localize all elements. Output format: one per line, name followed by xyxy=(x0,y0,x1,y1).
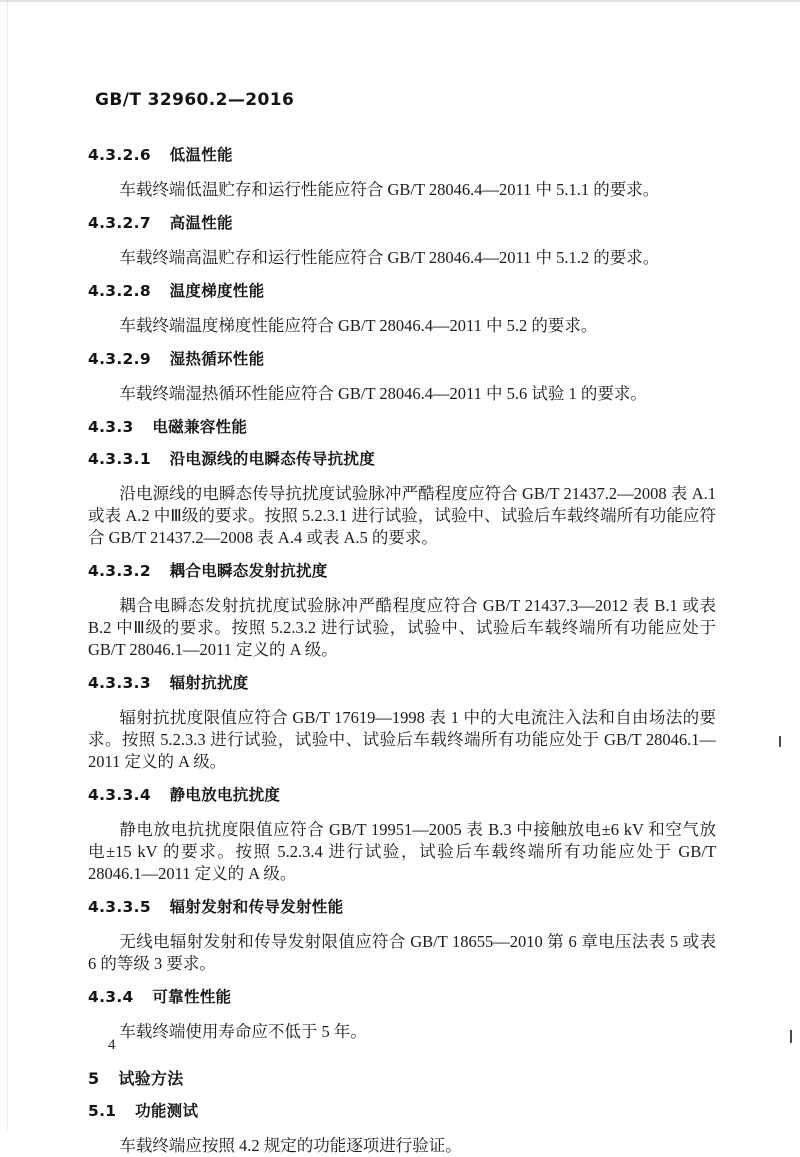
section-title: 辐射抗扰度 xyxy=(169,674,249,692)
section xyxy=(88,987,716,1043)
section-title: 湿热循环性能 xyxy=(169,350,265,368)
section xyxy=(88,1101,716,1157)
section-number: 4.3.2.9 xyxy=(88,350,151,368)
paragraph: 耦合电瞬态发射抗扰度试验脉冲严酷程度应符合 GB/T 21437.3—2012 表 B.1 或表 B.2 中Ⅲ级的要求。按照 5.2.3.2 进行试验，试验中、试验后车载终端所有功能应处于 GB/T 28046.1—2011 定义的 A 级。 xyxy=(88,596,716,659)
section xyxy=(88,349,716,405)
section-heading xyxy=(88,449,716,469)
section-heading xyxy=(88,1069,716,1089)
section-heading xyxy=(88,349,716,369)
section-heading xyxy=(88,145,716,165)
section-title: 温度梯度性能 xyxy=(169,282,265,300)
section-heading xyxy=(88,561,716,581)
document-body xyxy=(88,130,716,1157)
section xyxy=(88,561,716,661)
section-number: 4.3.2.7 xyxy=(88,214,151,232)
section-number: 4.3.3 xyxy=(88,418,134,436)
section-heading xyxy=(88,897,716,917)
section xyxy=(88,785,716,885)
section-title: 辐射发射和传导发射性能 xyxy=(169,898,344,916)
section xyxy=(88,213,716,269)
section xyxy=(88,145,716,201)
section-number: 4.3.3.1 xyxy=(88,450,151,468)
paragraph: 车载终端使用寿命应不低于 5 年。 xyxy=(119,1022,367,1041)
section-title: 静电放电抗扰度 xyxy=(169,786,281,804)
section-title: 高温性能 xyxy=(169,214,233,232)
section xyxy=(88,1069,716,1089)
section-heading xyxy=(88,785,716,805)
section xyxy=(88,449,716,549)
section-number: 4.3.3.4 xyxy=(88,786,151,804)
scan-artifact-right xyxy=(779,736,781,747)
section-number: 4.3.3.3 xyxy=(88,674,151,692)
section-heading xyxy=(88,673,716,693)
section xyxy=(88,673,716,773)
section-number: 4.3.3.2 xyxy=(88,562,151,580)
section xyxy=(88,281,716,337)
section-title: 耦合电瞬态发射抗扰度 xyxy=(169,562,328,580)
section-number: 5.1 xyxy=(88,1102,117,1120)
paragraph: 辐射抗扰度限值应符合 GB/T 17619—1998 表 1 中的大电流注入法和自由场法的要求。按照 5.2.3.3 进行试验，试验中、试验后车载终端所有功能应处于 GB/T 28046.1—2011 定义的 A 级。 xyxy=(88,708,716,771)
section-number: 4.3.3.5 xyxy=(88,898,151,916)
scan-edge-top xyxy=(0,0,800,2)
section-number: 5 xyxy=(88,1069,100,1088)
paragraph: 静电放电抗扰度限值应符合 GB/T 19951—2005 表 B.3 中接触放电±6 kV 和空气放电±15 kV 的要求。按照 5.2.3.4 进行试验，试验后车载终端所有功能应处于 GB/T 28046.1—2011 定义的 A 级。 xyxy=(88,820,716,883)
paragraph: 车载终端湿热循环性能应符合 GB/T 28046.4—2011 中 5.6 试验 1 的要求。 xyxy=(119,384,647,403)
paragraph: 沿电源线的电瞬态传导抗扰度试验脉冲严酷程度应符合 GB/T 21437.2—2008 表 A.1 或表 A.2 中Ⅲ级的要求。按照 5.2.3.1 进行试验，试验中、试验后车载终端所有功能应符合 GB/T 21437.2—2008 表 A.4 或表 A.5 的要求。 xyxy=(88,484,716,547)
paragraph: 无线电辐射发射和传导发射限值应符合 GB/T 18655—2010 第 6 章电压法表 5 或表 6 的等级 3 要求。 xyxy=(88,932,716,973)
section-heading xyxy=(88,987,716,1007)
section xyxy=(88,897,716,975)
section xyxy=(88,417,716,437)
paragraph: 车载终端应按照 4.2 规定的功能逐项进行验证。 xyxy=(119,1136,462,1155)
section-heading xyxy=(88,213,716,233)
paragraph: 车载终端温度梯度性能应符合 GB/T 28046.4—2011 中 5.2 的要求。 xyxy=(119,316,598,335)
standard-number-header: GB/T 32960.2—2016 xyxy=(95,90,295,110)
section-title: 电磁兼容性能 xyxy=(152,418,248,436)
section-heading xyxy=(88,417,716,437)
scan-artifact-bottom-right xyxy=(790,1030,792,1043)
paragraph: 车载终端低温贮存和运行性能应符合 GB/T 28046.4—2011 中 5.1.1 的要求。 xyxy=(119,180,660,199)
section-number: 4.3.2.6 xyxy=(88,146,151,164)
section-title: 沿电源线的电瞬态传导抗扰度 xyxy=(169,450,376,468)
section-title: 低温性能 xyxy=(169,146,233,164)
section-heading xyxy=(88,1101,716,1121)
section-title: 功能测试 xyxy=(135,1102,199,1120)
section-heading xyxy=(88,281,716,301)
page-number: 4 xyxy=(108,1037,116,1053)
section-title: 可靠性性能 xyxy=(152,988,232,1006)
paragraph: 车载终端高温贮存和运行性能应符合 GB/T 28046.4—2011 中 5.1.2 的要求。 xyxy=(119,248,660,267)
scan-edge-left xyxy=(7,0,8,1130)
section-number: 4.3.4 xyxy=(88,988,134,1006)
section-title: 试验方法 xyxy=(118,1069,184,1088)
section-number: 4.3.2.8 xyxy=(88,282,151,300)
